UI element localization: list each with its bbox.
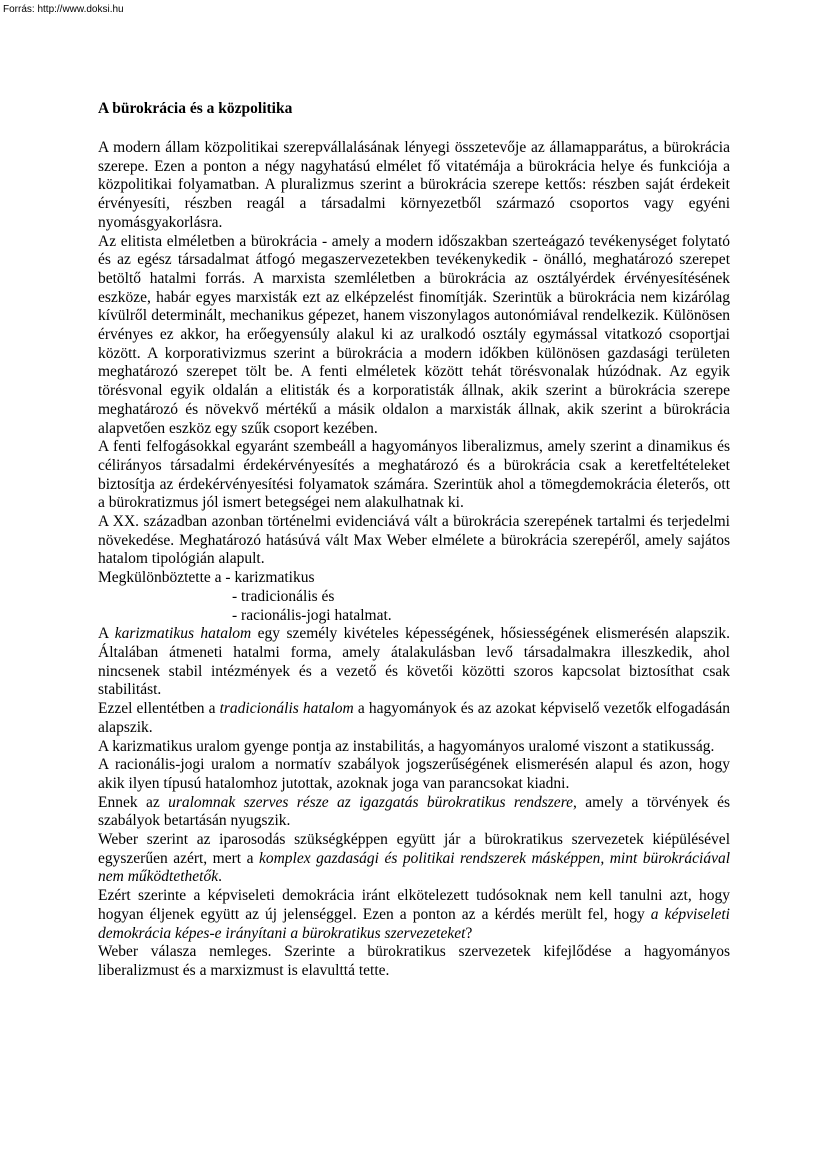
- paragraph-weber-answer: Weber válasza nemleges. Szerinte a bürokratikus szervezetek kifejlődése a hagyományos liberalizmust és a marxizmust is elavulttá tette.: [98, 943, 730, 979]
- list-item-traditional: - tradicionális és: [232, 587, 335, 605]
- source-label: Forrás: http://www.doksi.hu: [3, 4, 124, 15]
- paragraph-elitism: Az elitista elméletben a bürokrácia - amely a modern időszakban szerteágazó tevékenységet folytató és az egész társadalmat átfogó megaszervezetekben tevékenykedik - önálló, meghatározó szerepet betöltő hatalmi forrás. A marxista szemléletben a bürokrácia az osztályérdek érvényesítésének eszköze, habár egyes marxisták ezt az elképzelést finomítják. Szerintük a bürokrácia nem kizárólag kívülről determinált, mechanikus gépezet, hanem viszonylagos autonómiával rendelkezik. Különösen érvényes ez akkor, ha erőegyensúly alakul ki az uralkodó osztály egymással vitatkozó csoportjai között. A korporativizmus szerint a bürokrácia a modern időkben különösen gazdasági területen meghatározó szerepet tölt be. A fenti elméletek között tehát törésvonalak húzódnak. Az egyik törésvonal egyik oldalán a elitisták és a korporatisták állnak, akik szerint a bürokrácia szerepe meghatározó és növekvő mértékű a másik oldalon a marxisták állnak, akik szerint a bürokrácia alapvetően eszköz egy szűk csoport kezében.: [98, 232, 730, 437]
- paragraph-weber: A XX. században azonban történelmi evidenciává vált a bürokrácia szerepének tartalmi és terjedelmi növekedése. Meghatározó hatásúvá vált Max Weber elmélete a bürokrácia szerepéről, amely sajátos hatalom tipológián alapult.: [98, 513, 730, 568]
- paragraph-weakness: A karizmatikus uralom gyenge pontja az instabilitás, a hagyományos uralomé viszont a statikusság.: [98, 737, 715, 755]
- paragraph-industrialization: Weber szerint az iparosodás szükségképpen együtt jár a bürokratikus szervezetek kiépülésével egyszerűen azért, mert a komplex gazdasági és politikai rendszerek másképpen, mint bürokráciával nem működtethetők.: [98, 831, 730, 886]
- paragraph-pluralism: A modern állam közpolitikai szerepvállalásának lényegi összetevője az államapparátus, a bürokrácia szerepe. Ezen a ponton a négy nagyhatású elmélet fő vitatémája a bürokrácia helye és funkciója a közpolitikai folyamatban. A pluralizmus szerint a bürokrácia szerepe kettős: részben saját érdekeit érvényesíti, részben reagál a társadalmi környezetből származó csoportos vagy egyéni nyomásgyakorlásra.: [98, 139, 730, 231]
- document-title: A bürokrácia és a közpolitika: [98, 100, 293, 117]
- emphasis-complex-systems: komplex gazdasági és politikai rendszerek másképpen, mint bürokráciával nem működtethetők: [98, 849, 730, 886]
- paragraph-liberalism: A fenti felfogásokkal egyaránt szembeáll a hagyományos liberalizmus, amely szerint a dinamikus és célirányos társadalmi érdekérvényesítés a meghatározó és a bürokrácia csak a keretfeltételeket biztosítja az érdekérvényesítési folyamatok számára. Szerintük ahol a tömegdemokrácia életerős, ott a bürokratizmus jól ismert betegségei nem alakulhatnak ki.: [98, 438, 730, 512]
- paragraph-traditional: Ezzel ellentétben a tradicionális hatalom a hagyományok és az azokat képviselő vezetők elfogadásán alapszik.: [98, 700, 730, 736]
- emphasis-traditional: tradicionális hatalom: [219, 700, 354, 718]
- paragraph-representative-democracy: Ezért szerinte a képviseleti demokrácia iránt elkötelezett tudósoknak nem kell tanulni azt, hogy hogyan éljenek együtt az új jelenséggel. Ezen a ponton az a kérdés merült fel, hogy a képviseleti demokrácia képes-e irányítani a bürokratikus szervezeteket?: [98, 887, 730, 942]
- document-page: [98, 99, 730, 981]
- paragraph-charismatic: A karizmatikus hatalom egy személy kivételes képességének, hősiességének elismerésén alapszik. Általában átmeneti hatalmi forma, amely átalakulásban levő társadalmakra illeszkedik, ahol nincsenek stabil intézmények és a vezető és követői közötti szoros kapcsolat biztosíthat csak stabilitást.: [98, 625, 730, 699]
- list-item-rational-legal: - racionális-jogi hatalmat.: [232, 606, 392, 624]
- emphasis-charismatic: karizmatikus hatalom: [114, 625, 252, 643]
- paragraph-bureaucratic-system: Ennek az uralomnak szerves része az igazgatás bürokratikus rendszere, amely a törvények és szabályok betartásán nyugszik.: [98, 793, 730, 830]
- list-intro: Megkülönböztette a - karizmatikus: [98, 569, 315, 587]
- emphasis-bureaucratic-system: uralomnak szerves része az igazgatás bürokratikus rendszere: [168, 793, 574, 811]
- emphasis-question: a képviseleti demokrácia képes-e irányítani a bürokratikus szervezeteket: [98, 905, 730, 942]
- paragraph-rational-legal: A racionális-jogi uralom a normatív szabályok jogszerűségének elismerésén alapul és azon, hogy akik ilyen típusú hatalomhoz jutottak, azoknak joga van parancsokat kiadni.: [98, 756, 730, 792]
